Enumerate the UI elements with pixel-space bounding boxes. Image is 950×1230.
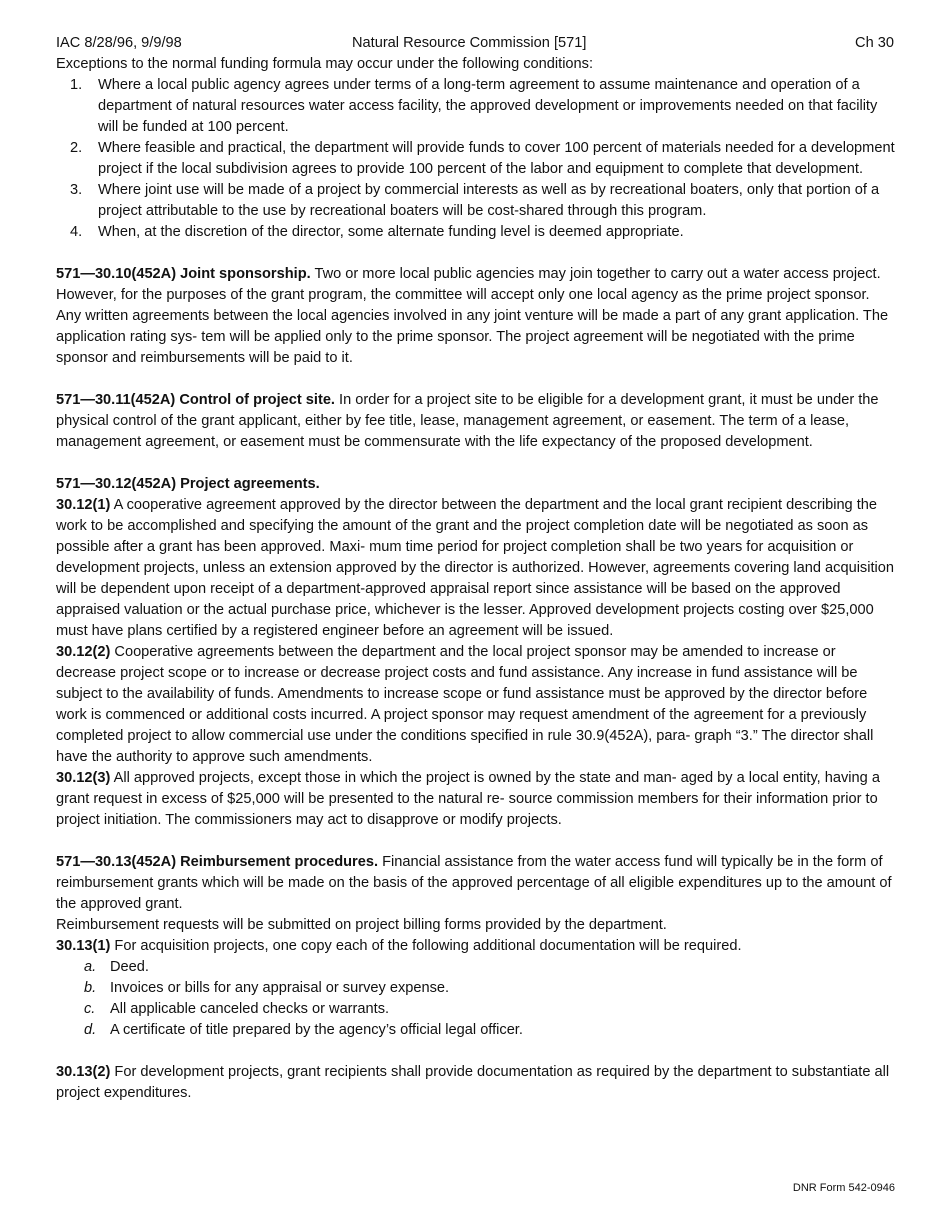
item-number: 1.: [70, 77, 83, 93]
item-text: All applicable canceled checks or warrants.: [110, 1001, 390, 1017]
section-reimbursement: [56, 852, 896, 915]
section-text: Financial assistance from the water access fund will typically be in the form of reimbursement grants which will be made on the basis of the approved percentage of all eligible expenditures up to the amount of the approved grant.: [56, 854, 892, 912]
item-text: When, at the discretion of the director, some alternate funding level is deemed appropriate.: [98, 224, 684, 240]
item-number: 2.: [70, 140, 83, 156]
section-text: Two or more local public agencies may join together to carry out a water access project. However, for the purposes of the grant program, the committee will accept only one local agency as the prime project sponsor. Any written agreements between the local agencies involved in any joint venture will be made a part of any grant application. The application rating sys- tem will be applied only to the prime sponsor. The project agreement will be negotiated with the prime sponsor and reimbursements will be paid to it.: [56, 266, 889, 366]
document-page: [56, 33, 896, 1104]
header-date: IAC 8/28/96, 9/9/98: [56, 35, 182, 51]
subrule-label: 30.13(1): [56, 938, 111, 954]
subrule-label: 30.13(2): [56, 1064, 111, 1080]
list-item: [56, 180, 896, 222]
item-text: Where a local public agency agrees under terms of a long-term agreement to assume maintenance and operation of a department of natural resources water access facility, the approved development or improvements needed on that facility will be funded at 100 percent.: [98, 77, 878, 135]
section-heading: 571—30.13(452A) Reimbursement procedures.: [56, 854, 379, 870]
section-heading: 571—30.12(452A) Project agreements.: [56, 476, 320, 492]
item-number: 4.: [70, 224, 83, 240]
subrule-label: 30.12(1): [56, 497, 111, 513]
billing-note: Reimbursement requests will be submitted on project billing forms provided by the department.: [56, 917, 667, 933]
list-item: [56, 978, 896, 999]
list-item: [56, 222, 896, 243]
list-item: [56, 999, 896, 1020]
item-letter: d.: [84, 1022, 97, 1038]
list-item: [56, 75, 896, 138]
subrule-text: For development projects, grant recipients shall provide documentation as required by the department to substantiate all project expenditures.: [56, 1064, 890, 1101]
exceptions-list: [56, 75, 896, 243]
item-number: 3.: [70, 182, 83, 198]
section-heading: 571—30.11(452A) Control of project site.: [56, 392, 335, 408]
subrule-text: Cooperative agreements between the department and the local project sponsor may be amended to increase or decrease project scope or to increase or decrease project costs and fund assistance. Any increase in fund assistance will be subject to the availability of funds. Amendments to increase scope or fund assistance must be approved by the director before work is commenced or additional costs incurred. A project sponsor may request amendment of the agreement for a previously completed project to allow commercial use under the conditions specified in rule 30.9(452A), para- graph “3.” The director shall have the authority to approve such amendments.: [56, 644, 874, 765]
subrule-30-13-2: [56, 1062, 896, 1104]
list-item: [56, 138, 896, 180]
form-number: DNR Form 542-0946: [792, 1182, 895, 1194]
header-title: Natural Resource Commission [571]: [352, 35, 587, 51]
running-header: [56, 33, 896, 54]
header-chapter: Ch 30: [855, 35, 894, 51]
subrule-30-12-2: [56, 642, 896, 768]
item-text: Deed.: [110, 959, 149, 975]
item-letter: b.: [84, 980, 97, 996]
section-joint-sponsorship: [56, 264, 896, 369]
subrule-30-13-1: [56, 936, 896, 957]
section-heading: 571—30.10(452A) Joint sponsorship.: [56, 266, 311, 282]
subrule-text: All approved projects, except those in which the project is owned by the state and man- aged by a local entity, having a grant request in excess of $25,000 will be presented to the natural re- source commission members for their information prior to project initiation. The commissioners may act to disapprove or modify projects.: [56, 770, 880, 828]
subrule-30-12-1: [56, 495, 896, 642]
item-text: A certificate of title prepared by the agency’s official legal officer.: [110, 1022, 523, 1038]
section-control-of-site: [56, 390, 896, 453]
item-letter: c.: [84, 1001, 96, 1017]
documentation-list: [56, 957, 896, 1041]
item-text: Where feasible and practical, the department will provide funds to cover 100 percent of materials needed for a development project if the local subdivision agrees to provide 100 percent of the labor and equipment to complete that development.: [98, 140, 895, 177]
list-item: [56, 957, 896, 978]
item-text: Invoices or bills for any appraisal or survey expense.: [110, 980, 450, 996]
subrule-text: For acquisition projects, one copy each of the following additional documentation will be required.: [110, 938, 742, 954]
section-text: In order for a project site to be eligible for a development grant, it must be under the physical control of the grant applicant, either by fee title, lease, management agreement, or easement. The term of a lease, management agreement, or easement must be commensurate with the life expectancy of the proposed development.: [56, 392, 879, 450]
subrule-label: 30.12(2): [56, 644, 111, 660]
subrule-text: A cooperative agreement approved by the director between the department and the local grant recipient describing the work to be accomplished and specifying the amount of the grant and the project completion date will be negotiated as soon as possible after a grant has been approved. Maxi- mum time period for project completion shall be two years for acquisition or development projects, unless an extension approved by the director is authorized. However, agreements covering land acquisition will be dependent upon receipt of a department-approved appraisal report since assistance will be based on the approved appraised valuation or the actual purchase price, whichever is the lesser. Approved development projects costing over $25,000 must have plans certified by a registered engineer before an agreement will be issued.: [56, 497, 895, 639]
item-letter: a.: [84, 959, 97, 975]
section-project-agreements-heading: [56, 474, 896, 495]
list-item: [56, 1020, 896, 1041]
subrule-label: 30.12(3): [56, 770, 111, 786]
item-text: Where joint use will be made of a project by commercial interests as well as by recreational boaters, only that portion of a project attributable to the use by recreational boaters will be cost-shared through this program.: [98, 182, 880, 219]
exceptions-intro: Exceptions to the normal funding formula may occur under the following conditions:: [56, 56, 594, 72]
subrule-30-12-3: [56, 768, 896, 831]
